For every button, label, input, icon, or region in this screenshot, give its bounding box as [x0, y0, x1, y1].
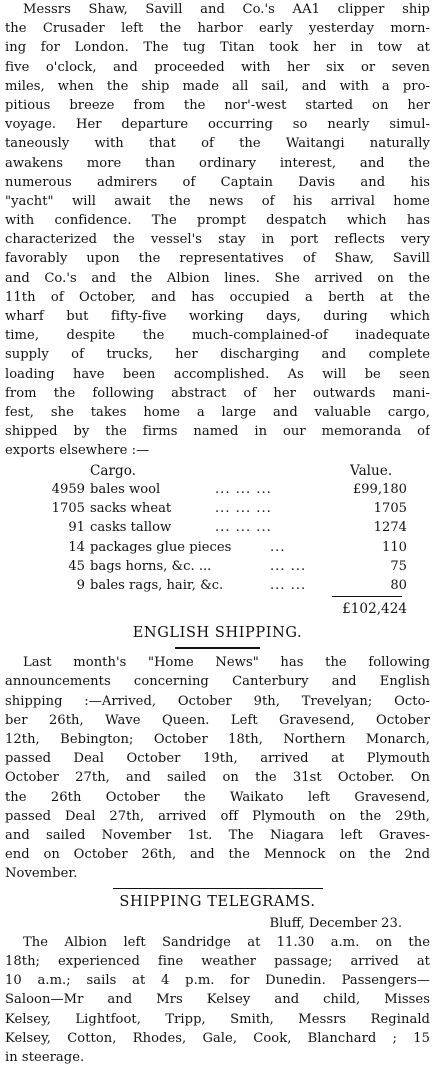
text-line: Saloon—Mr and Mrs Kelsey and child, Misses [5, 992, 430, 1008]
text-line: five o'clock, and proceeded with her six or seven [5, 59, 430, 75]
text-line: fest, she takes home a large and valuable cargo, [5, 404, 430, 420]
text-line: the 26th October the Waikato left Gravesend, [5, 789, 430, 805]
text-line: announcements concerning Canterbury and English [5, 674, 430, 690]
leader-dots: ... ... ... [215, 520, 272, 536]
text-line: wharf but fifty-five working days, during which [5, 309, 430, 324]
cargo-quantity: 9 [76, 578, 85, 593]
text-line: Kelsey, Lightfoot, Tripp, Smith, Messrs Reginald [5, 1011, 430, 1027]
text-line: in steerage. [5, 1049, 85, 1065]
text-line: favorably upon the representatives of Shaw, Savill [5, 251, 430, 267]
value-column-header: Value. [350, 462, 393, 479]
cargo-item: bales rags, hair, &c. [90, 578, 224, 593]
cargo-value: 80 [390, 578, 407, 593]
cargo-value: 110 [382, 539, 407, 555]
cargo-value: 75 [390, 558, 407, 574]
text-line: passed Deal October 19th, arrived at Plymouth [5, 751, 430, 767]
text-line: Messrs Shaw, Savill and Co.'s AA1 clipper ship [23, 2, 430, 17]
cargo-row [0, 576, 435, 596]
leader-dots: ... ... ... [215, 482, 272, 497]
cargo-value: 1705 [373, 501, 407, 517]
text-line: Last month's "Home News" has the following [23, 655, 430, 671]
cargo-item: casks tallow [90, 520, 172, 536]
text-line: from the following abstract of her outwards mani- [5, 385, 430, 401]
text-line: "yacht" will await the news of his arrival home [5, 193, 430, 209]
text-line: supply of trucks, her discharging and complete [5, 347, 430, 363]
text-line: Kelsey, Cotton, Rhodes, Gale, Cook, Blanchard ; 15 [5, 1030, 430, 1046]
text-line: time, despite the much-complained-of inadequate [5, 328, 430, 344]
text-line: 10 a.m.; sails at 4 p.m. for Dunedin. Passengers— [5, 973, 430, 989]
text-line: shipped by the firms named in our memoranda of [5, 424, 430, 440]
cargo-total-row [0, 599, 435, 619]
telegram-body [5, 914, 430, 1067]
text-line: loading have been accomplished. As will be seen [5, 366, 430, 382]
text-line: awakens more than ordinary interest, and the [5, 155, 430, 171]
cargo-column-header: Cargo. [90, 462, 136, 479]
english-shipping-article [5, 653, 430, 883]
shipping-telegrams-heading: SHIPPING TELEGRAMS. [119, 893, 316, 910]
text-line: with confidence. The prompt despatch which has [5, 213, 430, 229]
text-line: The Albion left Sandridge at 11.30 a.m. on the [23, 934, 430, 950]
cargo-value: £99,180 [352, 482, 407, 497]
cargo-row [0, 518, 435, 538]
text-line: pitious breeze from the nor'-west started on her [5, 97, 430, 113]
cargo-quantity: 45 [68, 558, 85, 574]
crusader-article [5, 0, 430, 461]
leader-dots: ... ... [270, 578, 307, 593]
leader-dots: ... ... [270, 558, 307, 574]
text-line: numerous admirers of Captain Davis and his [5, 174, 430, 190]
cargo-item: bales wool [90, 482, 161, 497]
leader-dots: ... [270, 539, 286, 555]
cargo-quantity: 14 [68, 539, 85, 555]
text-line: the Crusader left the harbor early yesterday morn- [5, 21, 430, 37]
cargo-row [0, 557, 435, 577]
text-line: 18th; experienced fine weather passage; arrived at [5, 953, 430, 969]
cargo-item: packages glue pieces [90, 539, 232, 555]
text-line: ber 26th, Wave Queen. Left Gravesend, October [5, 712, 430, 728]
text-line: 11th of October, and has occupied a berth at the [5, 289, 430, 305]
leader-dots: ... ... ... [215, 501, 272, 517]
text-line: exports elsewhere :— [5, 443, 150, 459]
dateline: Bluff, December 23. [269, 915, 402, 931]
text-line: miles, when the ship made all sail, and with a pro- [5, 78, 430, 94]
text-line: characterized the vessel's stay in port reflects very [5, 232, 430, 248]
cargo-item: bags horns, &c. ... [90, 558, 212, 574]
cargo-value: 1274 [373, 520, 407, 536]
text-line: end on October 26th, and the Mennock on the 2nd [5, 847, 430, 863]
text-line: and Co.'s and the Albion lines. She arrived on the [5, 270, 430, 286]
text-line: ing for London. The tug Titan took her in tow at [5, 40, 430, 56]
text-line: taneously with that of the Waitangi naturally [5, 136, 430, 152]
cargo-row [0, 480, 435, 500]
cargo-row [0, 538, 435, 558]
cargo-quantity: 4959 [51, 482, 85, 497]
total-rule [332, 596, 402, 597]
text-line: 12th, Bebington; October 18th, Northern Monarch, [5, 731, 430, 747]
section-rule [113, 888, 323, 889]
heading-rule [175, 647, 260, 649]
cargo-quantity: 1705 [51, 501, 85, 517]
text-line: shipping :—Arrived, October 9th, Trevelyan; Octo- [5, 693, 430, 709]
cargo-item: sacks wheat [90, 501, 172, 517]
cargo-row [0, 499, 435, 519]
text-line: passed Deal 27th, arrived off Plymouth on the 29th, [5, 808, 430, 824]
text-line: October 27th, and sailed on the 31st October. On [5, 770, 430, 786]
text-line: November. [5, 866, 78, 882]
text-line: voyage. Her departure occurring so nearly simul- [5, 117, 430, 133]
english-shipping-heading: ENGLISH SHIPPING. [132, 625, 303, 642]
cargo-quantity: 91 [68, 520, 85, 536]
cargo-total-value: £102,424 [342, 601, 407, 618]
text-line: and sailed November 1st. The Niagara left Graves- [5, 827, 430, 843]
